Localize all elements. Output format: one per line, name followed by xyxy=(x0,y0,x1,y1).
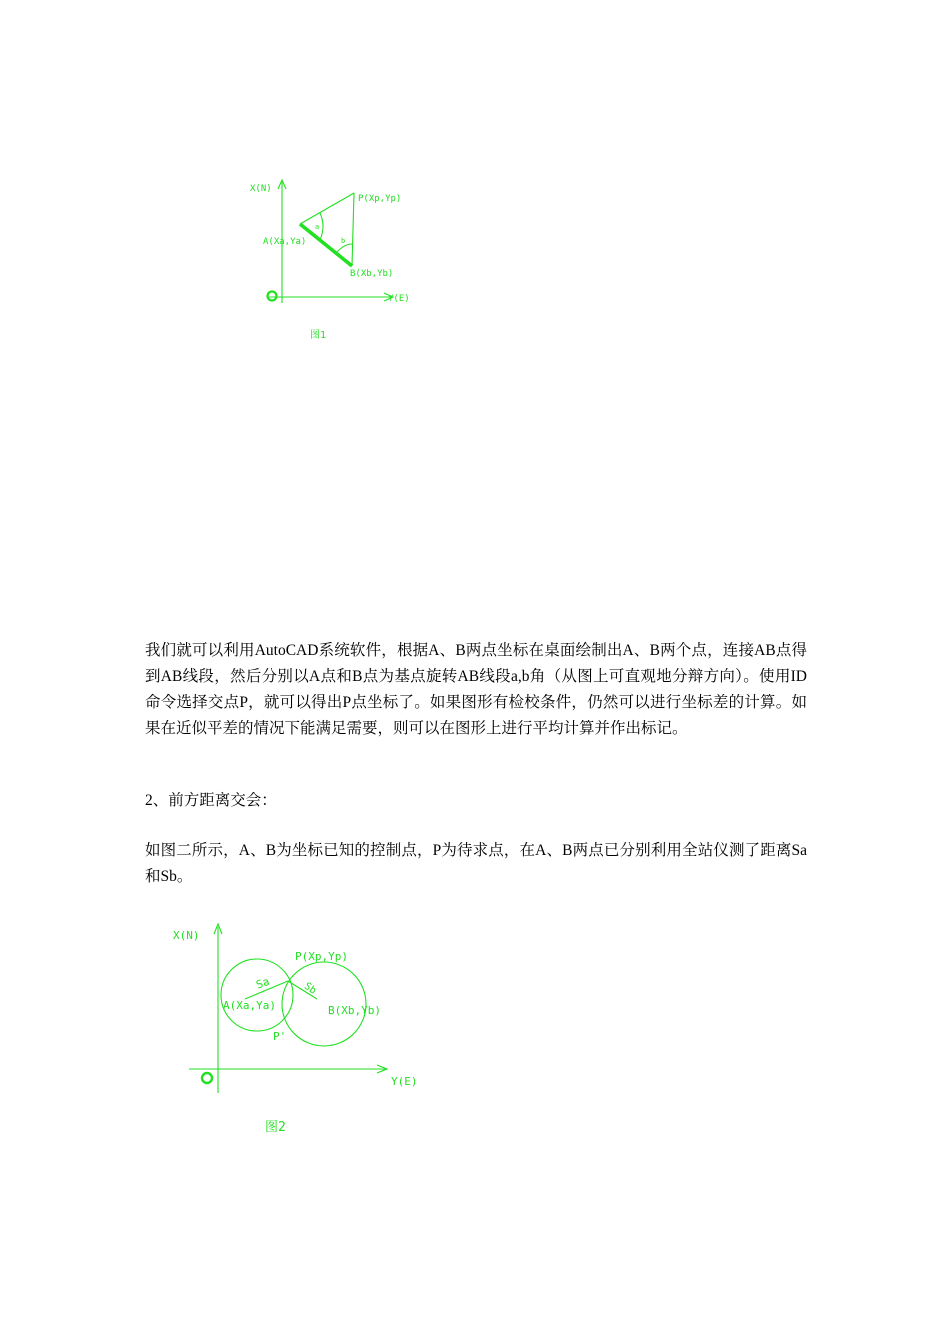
fig2-point-p-prime-label: P' xyxy=(273,1030,287,1043)
fig1-line-pb xyxy=(352,193,354,266)
fig1-angle-b-label: b xyxy=(341,237,346,245)
fig1-point-p-label: P(Xp,Yp) xyxy=(358,194,402,204)
fig2-circle-a xyxy=(221,959,293,1031)
fig2-point-b-label: B(Xb,Yb) xyxy=(328,1004,381,1017)
paragraph-autocad-method: 我们就可以利用AutoCAD系统软件，根据A、B两点坐标在桌面绘制出A、B两个点，连接AB点得到AB线段，然后分别以A点和B点为基点旋转AB线段a,b角（从图上可直观地分辩方向）。使用ID命令选择交点P，就可以得出P点坐标了。如果图形有检校条件，仍然可以进行坐标差的计算。如果在近似平差的情况下能满足需要，则可以在图形上进行平均计算并作出标记。 xyxy=(145,642,807,737)
fig2-y-axis-label: Y(E) xyxy=(391,1075,418,1088)
fig2-sb-label: Sb xyxy=(301,980,319,997)
fig1-point-a-label: A(Xa,Ya) xyxy=(263,237,307,247)
fig2-origin-icon xyxy=(202,1073,212,1083)
fig2-x-axis-label: X(N) xyxy=(173,929,200,942)
fig1-segment-ab xyxy=(300,224,352,266)
fig1-caption: 图1 xyxy=(310,330,327,341)
fig1-origin-icon xyxy=(268,292,277,301)
fig1-angle-a-label: a xyxy=(315,223,320,231)
figure-2 xyxy=(165,915,435,1145)
fig1-x-axis-label: X(N) xyxy=(250,184,272,194)
section-heading-distance-intersection: 2、前方距离交会： xyxy=(145,792,277,809)
fig1-angle-arc-b xyxy=(336,244,352,253)
fig2-point-p-label: P(Xp,Yp) xyxy=(295,950,348,963)
fig1-line-ap xyxy=(300,193,354,224)
fig1-angle-arc-a xyxy=(320,213,323,240)
paragraph-figure2-intro: 如图二所示，A、B为坐标已知的控制点，P为待求点，在A、B两点已分别利用全站仪测了距离Sa和Sb。 xyxy=(145,842,807,885)
fig2-sa-label: Sa xyxy=(254,974,272,992)
fig1-point-b-label: B(Xb,Yb) xyxy=(350,269,394,279)
fig2-point-a-label: A(Xa,Ya) xyxy=(223,999,276,1012)
fig2-caption: 图2 xyxy=(265,1120,286,1135)
fig1-y-axis-label: Y(E) xyxy=(388,294,410,304)
figure-1 xyxy=(240,170,440,350)
